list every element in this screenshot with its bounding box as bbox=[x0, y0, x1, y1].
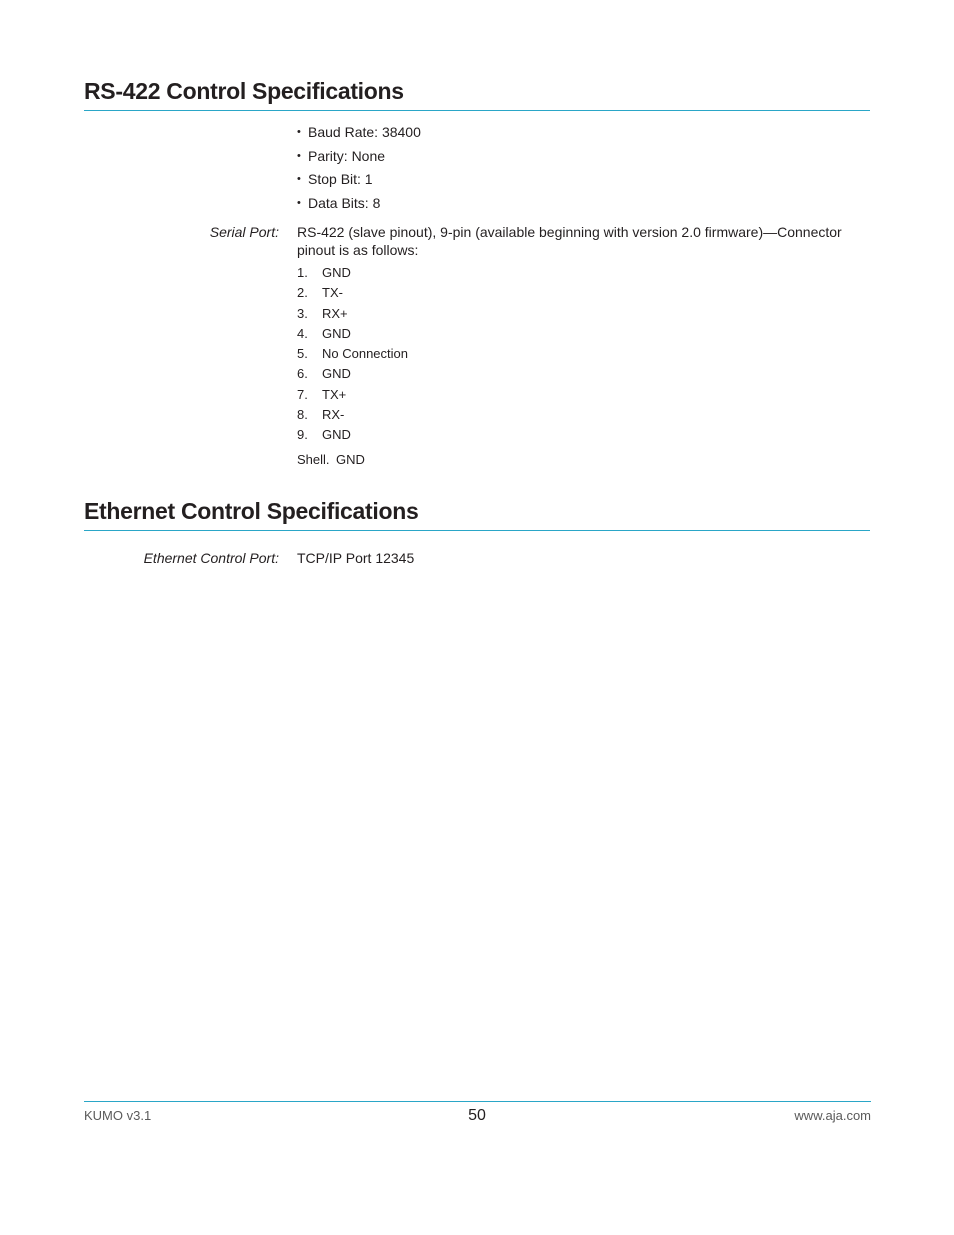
pin-name: No Connection bbox=[322, 346, 408, 361]
pin-name: RX- bbox=[322, 406, 345, 422]
data-bits: Data Bits: 8 bbox=[308, 194, 381, 211]
pin-name: GND bbox=[322, 325, 351, 341]
footer-website: www.aja.com bbox=[794, 1108, 871, 1123]
page-number: 50 bbox=[468, 1107, 486, 1124]
pin-number: 6. bbox=[297, 366, 308, 382]
pin-number: 4. bbox=[297, 325, 308, 341]
footer-rule bbox=[84, 1101, 871, 1102]
list-item bbox=[297, 326, 408, 346]
pin-name: GND bbox=[322, 427, 351, 442]
list-item bbox=[297, 427, 408, 447]
list-item bbox=[297, 366, 408, 386]
serial-port-label: Serial Port: bbox=[209, 224, 279, 240]
bullet-icon: • bbox=[297, 196, 301, 209]
pin-number: 9. bbox=[297, 427, 308, 442]
serial-port-value: RS-422 (slave pinout), 9-pin (available beginning with version 2.0 firmware)—Connector pinout is as follows: bbox=[297, 224, 842, 258]
list-item bbox=[297, 123, 421, 147]
ethernet-section-title: Ethernet Control Specifications bbox=[84, 498, 419, 524]
baud-rate: Baud Rate: 38400 bbox=[308, 124, 421, 140]
list-item bbox=[297, 147, 421, 171]
rs422-settings-list bbox=[297, 123, 421, 217]
list-item bbox=[297, 285, 408, 305]
pin-name: GND bbox=[322, 366, 351, 382]
shell-label: Shell. bbox=[297, 452, 330, 467]
list-item bbox=[297, 346, 408, 366]
list-item bbox=[297, 407, 408, 427]
bullet-icon: • bbox=[297, 126, 301, 138]
ethernet-port-label: Ethernet Control Port: bbox=[143, 550, 279, 566]
pin-name: TX+ bbox=[322, 386, 347, 402]
pin-number: 2. bbox=[297, 285, 308, 301]
pin-number: 3. bbox=[297, 305, 308, 321]
pin-name: GND bbox=[322, 265, 351, 280]
shell-row bbox=[297, 452, 365, 468]
shell-value: GND bbox=[336, 452, 365, 467]
pin-number: 1. bbox=[297, 265, 308, 280]
rs422-section-title: RS-422 Control Specifications bbox=[84, 78, 404, 104]
parity: Parity: None bbox=[308, 147, 386, 164]
rs422-title-rule bbox=[84, 110, 870, 111]
list-item bbox=[297, 265, 408, 285]
pin-number: 5. bbox=[297, 346, 308, 361]
list-item bbox=[297, 194, 421, 218]
pin-number: 8. bbox=[297, 406, 308, 422]
bullet-icon: • bbox=[297, 149, 301, 162]
pin-number: 7. bbox=[297, 386, 308, 402]
bullet-icon: • bbox=[297, 173, 301, 185]
ethernet-title-rule bbox=[84, 530, 870, 531]
pin-name: RX+ bbox=[322, 305, 348, 321]
ethernet-port-value: TCP/IP Port 12345 bbox=[297, 550, 415, 566]
pinout-list bbox=[297, 265, 408, 447]
pin-name: TX- bbox=[322, 285, 343, 301]
list-item bbox=[297, 170, 421, 194]
stop-bit: Stop Bit: 1 bbox=[308, 171, 373, 187]
list-item bbox=[297, 306, 408, 326]
footer-product: KUMO v3.1 bbox=[84, 1108, 152, 1123]
list-item bbox=[297, 387, 408, 407]
